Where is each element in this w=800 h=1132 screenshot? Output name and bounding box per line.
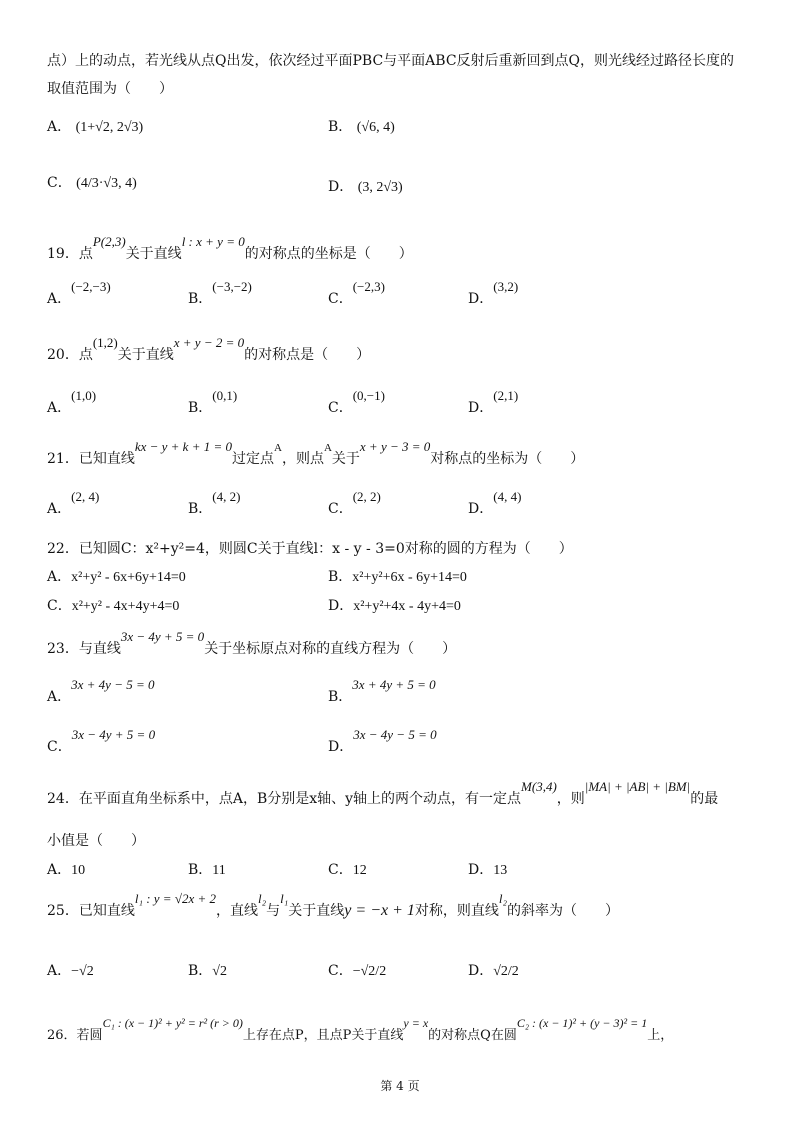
option-value: x²+y²+6x - 6y+14=0 — [352, 570, 467, 585]
option-value: (−2,3) — [352, 279, 385, 294]
q20-point: (1,2) — [92, 335, 118, 350]
q26-c1: C₁ : (x − 1)² + y² = r² (r > 0) — [102, 1016, 243, 1030]
q21-mid1: 过定点 — [232, 451, 274, 467]
q23-option-c[interactable] — [47, 727, 156, 756]
option-value: 3x − 4y − 5 = 0 — [353, 727, 437, 742]
q25-option-c[interactable] — [328, 962, 386, 981]
option-label: B． — [328, 119, 353, 135]
q22-option-b[interactable] — [328, 568, 467, 587]
q21-option-b[interactable] — [188, 489, 241, 518]
q25-pre: 已知直线 — [78, 903, 135, 919]
q23-line: 3x − 4y + 5 = 0 — [120, 629, 205, 644]
q22-stem — [47, 540, 573, 558]
option-label: B． — [188, 963, 213, 979]
q25-option-d[interactable] — [468, 962, 519, 981]
q25-l1b: l₁ — [280, 891, 289, 906]
question-number: 19． — [47, 246, 79, 262]
q25-mid3: 关于直线 — [288, 903, 345, 919]
q23-post: 关于坐标原点对称的直线方程为（ ） — [204, 641, 457, 657]
option-label: D． — [468, 501, 494, 517]
q21-mid3: 关于 — [331, 451, 360, 467]
q24-point: M(3,4) — [521, 779, 557, 794]
option-value: −√2 — [71, 964, 94, 979]
q25-option-b[interactable] — [188, 962, 227, 981]
q24-stem — [47, 779, 719, 808]
option-label: D． — [468, 291, 494, 307]
q24-option-c[interactable] — [328, 861, 367, 880]
q23-stem — [47, 629, 457, 658]
option-value: 3x + 4y + 5 = 0 — [352, 677, 436, 692]
q25-l2: l₂ — [258, 891, 267, 906]
option-value: 3x − 4y + 5 = 0 — [71, 727, 156, 742]
q26-post: 上， — [647, 1028, 674, 1043]
option-label: C． — [328, 291, 353, 307]
option-value: 3x + 4y − 5 = 0 — [71, 677, 155, 692]
question-number: 25． — [47, 903, 79, 919]
option-value: (0,−1) — [352, 388, 385, 403]
q25-axis: y = −x + 1 — [344, 902, 415, 919]
option-label: A． — [47, 501, 72, 517]
q19-post: 的对称点的坐标是（ ） — [244, 246, 413, 262]
q21-line2: x + y − 3 = 0 — [359, 439, 431, 454]
option-label: A． — [47, 569, 72, 585]
q18-text-line2: 取值范围为（ ） — [47, 81, 173, 97]
option-label: C． — [328, 862, 353, 878]
q19-option-b[interactable] — [188, 279, 252, 308]
q23-option-b[interactable] — [328, 677, 436, 706]
option-label: C． — [328, 501, 353, 517]
q26-mid2: 的对称点Q在圆 — [428, 1028, 517, 1043]
q19-option-a[interactable] — [47, 279, 111, 308]
q24-post: 的最 — [690, 791, 719, 807]
q20-post: 的对称点是（ ） — [244, 347, 371, 363]
q26-mid1: 上存在点P，且点P关于直线 — [242, 1028, 404, 1043]
q25-mid4: 对称，则直线 — [414, 903, 499, 919]
q20-option-a[interactable] — [47, 388, 97, 417]
q22-option-c[interactable] — [47, 597, 179, 616]
q18-option-b[interactable] — [328, 118, 395, 137]
option-label: D． — [468, 963, 494, 979]
q26-c2: C₂ : (x − 1)² + (y − 3)² = 1 — [516, 1016, 648, 1030]
q21-pre: 已知直线 — [78, 451, 135, 467]
option-label: C． — [47, 739, 72, 755]
option-value: 10 — [71, 863, 86, 878]
q25-l2b: l₂ — [498, 891, 508, 906]
q20-stem — [47, 335, 371, 364]
option-label: D． — [328, 179, 354, 195]
option-label: B． — [188, 291, 213, 307]
q24-expr: |MA| + |AB| + |BM| — [584, 779, 691, 794]
q18-option-c[interactable] — [47, 174, 137, 193]
option-label: B． — [188, 400, 213, 416]
option-value: (−2,−3) — [71, 279, 111, 294]
option-value: 11 — [212, 863, 226, 878]
option-label: A． — [47, 963, 72, 979]
option-value: x²+y²+4x - 4y+4=0 — [353, 599, 461, 614]
q21-line: kx − y + k + 1 = 0 — [134, 439, 232, 454]
option-value: 12 — [352, 863, 367, 878]
option-value: √2 — [212, 964, 227, 979]
q25-mid2: 与 — [266, 903, 281, 919]
q21-option-a[interactable] — [47, 489, 100, 518]
q18-option-a[interactable] — [47, 118, 143, 137]
q24-option-a[interactable] — [47, 861, 85, 880]
q21-point-a: A — [274, 442, 282, 454]
q20-option-b[interactable] — [188, 388, 238, 417]
q25-l1: l₁ : y = √2x + 2 — [134, 891, 217, 906]
option-label: D． — [328, 739, 354, 755]
q21-mid2: ，则点 — [281, 451, 324, 467]
q24-option-d[interactable] — [468, 861, 507, 880]
question-number: 22． — [47, 541, 79, 557]
option-value: −√2/2 — [352, 964, 387, 979]
q23-option-d[interactable] — [328, 727, 437, 756]
option-value: (3,2) — [493, 279, 519, 294]
q20-option-c[interactable] — [328, 388, 385, 417]
option-label: A． — [47, 689, 72, 705]
q22-text: 已知圆C：x²+y²=4，则圆C关于直线l：x - y - 3=0对称的圆的方程为（ ） — [78, 541, 573, 557]
option-value: √2/2 — [493, 964, 519, 979]
question-number: 20． — [47, 347, 79, 363]
q25-stem — [47, 891, 620, 920]
option-label: D． — [328, 598, 354, 614]
q26-axis: y = x — [403, 1016, 429, 1030]
option-label: A． — [47, 119, 72, 135]
option-value: x²+y² - 6x+6y+14=0 — [71, 570, 186, 585]
q19-option-c[interactable] — [328, 279, 385, 308]
q19-mid: 关于直线 — [125, 246, 182, 262]
option-value: (4/3·√3, 4) — [76, 176, 137, 191]
option-label: A． — [47, 400, 72, 416]
option-value: (4, 2) — [212, 489, 241, 504]
q25-option-a[interactable] — [47, 962, 94, 981]
option-value: (4, 4) — [493, 489, 522, 504]
q26-pre: 若圆 — [76, 1028, 103, 1043]
q21-option-c[interactable] — [328, 489, 381, 518]
page-number: 第 4 页 — [380, 1079, 420, 1093]
q23-pre: 与直线 — [78, 641, 121, 657]
q19-stem — [47, 234, 413, 263]
q24-mid: ，则 — [556, 791, 585, 807]
question-number: 24． — [47, 791, 79, 807]
question-number: 26． — [47, 1028, 77, 1043]
option-label: C． — [47, 175, 72, 191]
q18-text-line1: 点）上的动点，若光线从点Q出发，依次经过平面PBC与平面ABC反射后重新回到点Q，则光线经过路径长度的 — [47, 53, 735, 69]
q22-option-a[interactable] — [47, 568, 186, 587]
option-label: C． — [47, 598, 72, 614]
q22-option-d[interactable] — [328, 597, 461, 616]
option-label: D． — [468, 862, 494, 878]
option-label: B． — [188, 862, 213, 878]
option-value: x²+y² - 4x+4y+4=0 — [71, 599, 180, 614]
q25-mid1: ，直线 — [216, 903, 259, 919]
q21-stem — [47, 439, 585, 469]
q19-pre: 点 — [78, 246, 93, 262]
q24-text: 在平面直角坐标系中，点A，B分别是x轴、y轴上的两个动点，有一定点 — [78, 791, 522, 807]
option-label: B． — [188, 501, 213, 517]
option-value: (3, 2√3) — [357, 180, 403, 195]
q19-option-d[interactable] — [468, 279, 519, 308]
option-label: A． — [47, 291, 72, 307]
q21-option-d[interactable] — [468, 489, 522, 518]
q21-post: 对称点的坐标为（ ） — [430, 451, 585, 467]
option-label: B． — [328, 689, 353, 705]
option-value: (2, 4) — [71, 489, 100, 504]
option-label: C． — [328, 963, 353, 979]
q25-post: 的斜率为（ ） — [507, 903, 620, 919]
q19-line: l : x + y = 0 — [181, 234, 245, 249]
option-value: (2, 2) — [352, 489, 381, 504]
q26-stem — [47, 1016, 674, 1045]
q23-option-a[interactable] — [47, 677, 155, 706]
option-value: (2,1) — [493, 388, 519, 403]
option-value: 13 — [493, 863, 508, 878]
option-value: (√6, 4) — [356, 120, 395, 135]
question-number: 21． — [47, 451, 79, 467]
q20-pre: 点 — [78, 347, 93, 363]
q20-mid: 关于直线 — [117, 347, 174, 363]
q21-point-a2: A — [323, 442, 332, 454]
option-value: (1+√2, 2√3) — [75, 120, 144, 135]
q24-option-b[interactable] — [188, 861, 226, 880]
q20-line: x + y − 2 = 0 — [173, 335, 245, 350]
question-number: 23． — [47, 641, 79, 657]
option-value: (−3,−2) — [212, 279, 252, 294]
option-label: C． — [328, 400, 353, 416]
q18-option-d[interactable] — [328, 178, 403, 197]
q19-point: P(2,3) — [92, 234, 126, 249]
option-label: B． — [328, 569, 353, 585]
option-label: A． — [47, 862, 72, 878]
option-value: (1,0) — [71, 388, 97, 403]
option-label: D． — [468, 400, 494, 416]
q20-option-d[interactable] — [468, 388, 519, 417]
q24-stem-line2: 小值是（ ） — [47, 833, 145, 849]
option-value: (0,1) — [212, 388, 238, 403]
